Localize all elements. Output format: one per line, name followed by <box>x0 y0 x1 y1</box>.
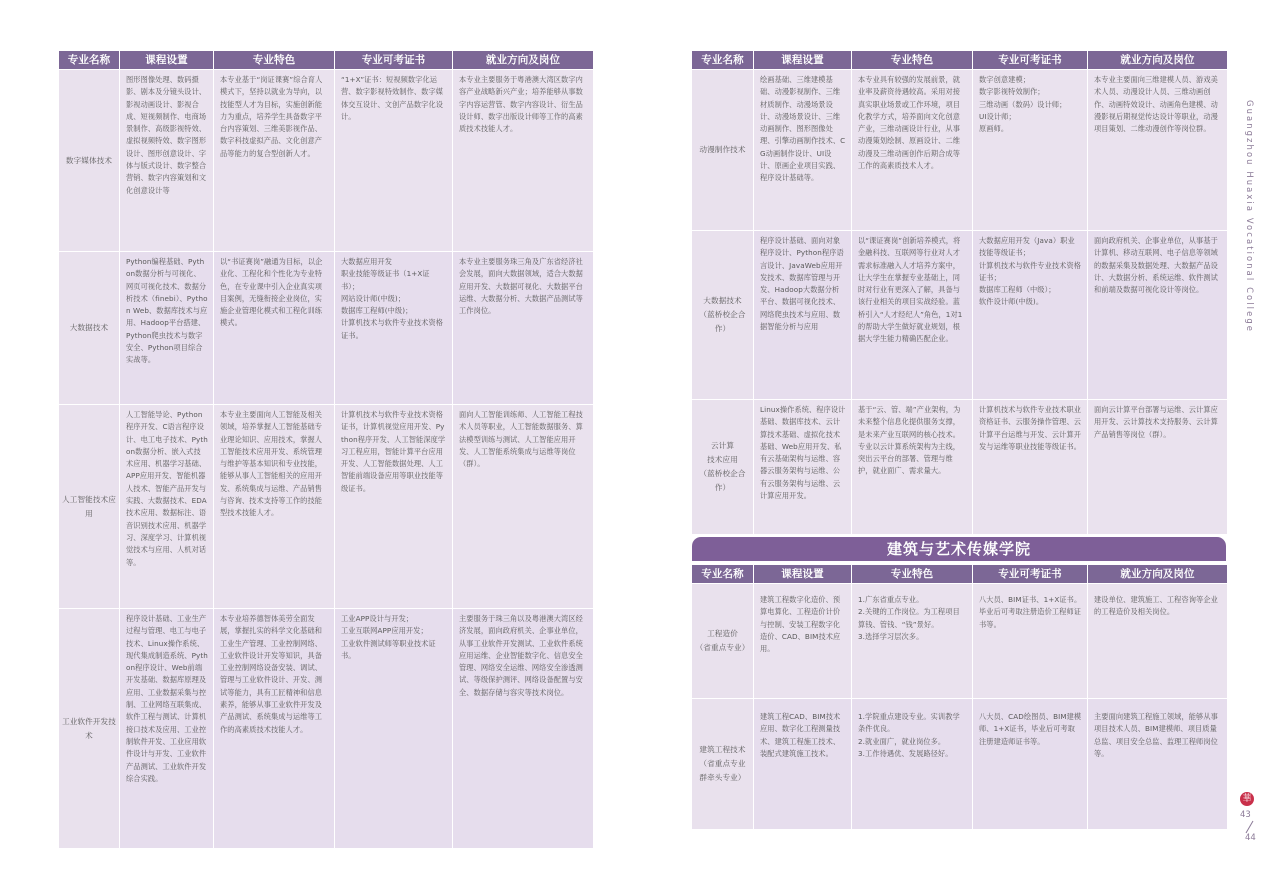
header-jobs: 就业方向及岗位 <box>1088 51 1228 70</box>
program-certs: 计算机技术与软件专业技术资格证书，计算机视觉应用开发、Python程序开发、人工智能深度学习工程应用，智能计算平台应用开发、人工智能数据处理、人工智能前端设备应用等职业技能等级证书。 <box>335 405 453 609</box>
page-number-right: 44 <box>1245 833 1256 843</box>
program-courses: Linux操作系统、程序设计基础、数据库技术、云计算技术基础、虚拟化技术基础、Web应用开发、私有云基础架构与运维、容器云服务架构与运维、公有云服务架构与运维、云计算应用开发。 <box>754 400 852 535</box>
program-features: 1.学院重点建设专业。实训教学条件优良。 2.就业面广，就业岗位多。 3.工作待遇优、发展路径好。 <box>852 699 973 830</box>
program-certs: 工业APP设计与开发； 工业互联网APP应用开发； 工业软件测试师等职业技术证书。 <box>335 609 453 849</box>
program-certs: 八大员、BIM证书、1+X证书。毕业后可考取注册造价工程师证书等。 <box>973 584 1088 699</box>
program-courses: 程序设计基础、工业生产过程与管理、电工与电子技术、Linux操作系统、现代集成制造系统、Python程序设计、Web前端开发基础、数据库原理及应用、工业数据采集与控制、工业网络互联集成、软件工程与测试、计算机接口技术及应用、工业控制软件开发、工业应用软件设计与开发、工业软件产品测试、工业软件开发综合实践。 <box>120 609 214 849</box>
college-logo-icon: 華 <box>1240 792 1254 806</box>
program-features: 基于“云、管、端”产业架构，为未来整个信息化提供服务支撑，是未来产业互联网的核心技术。专业以云计算系统架构为主线，突出云平台的部署、管理与维护，就业面广、需求量大。 <box>852 400 973 535</box>
header-name: 专业名称 <box>59 51 120 70</box>
program-jobs: 本专业主要服务于粤港澳大湾区数字内容产业战略新兴产业；培养能够从事数字内容运营管、数字内容设计、衍生品设计师、数字出版设计师等工作的高素质技术技能人才。 <box>453 70 594 252</box>
program-jobs: 本专业主要面向三维建模人员、游戏美术人员、动漫设计人员、三维动画创作、动画特效设计、动画角色建模、动漫影视后期视觉传达设计等职业，动漫项目策划、二维动漫创作等岗位群。 <box>1088 70 1228 231</box>
program-certs: 大数据应用开发 职业技能等级证书（1+X证书）； 网站设计师(中级)； 数据库工程师(中级)； 计算机技术与软件专业技术资格证书。 <box>335 252 453 405</box>
table-row <box>59 405 594 609</box>
program-features: 本专业基于“岗证课赛”综合育人模式下，坚持以就业为导向，以技能型人才为目标，实施创新能力为重点，培养学生具备数字平台内容策划、三维美影视作品、数字科技虚拟产品、文化创意产品等能力的复合型创新人才。 <box>214 70 335 252</box>
program-features: 本专业主要面向人工智能及相关领域，培养掌握人工智能基础专业理论知识、应用技术，掌握人工智能技术应用开发、系统管理与维护等基本知识和专业技能，能够从事人工智能相关的应用开发、系统集成与运维、产品销售与咨询、技术支持等工作的技能型技术技能人才。 <box>214 405 335 609</box>
table-row <box>692 70 1228 231</box>
page-number-divider <box>1246 821 1254 834</box>
program-jobs: 建设单位、建筑施工、工程咨询等企业的工程造价及相关岗位。 <box>1088 584 1228 699</box>
program-name: 工程造价 （省重点专业） <box>692 584 754 699</box>
table-row <box>692 584 1228 699</box>
program-certs: 数字创意建模； 数字影视特效制作； 三维动画（数码）设计师； UI设计师； 原画师。 <box>973 70 1088 231</box>
program-name: 动漫制作技术 <box>692 70 754 231</box>
college-title: 建筑与艺术传媒学院 <box>692 537 1226 561</box>
program-features: 以“课证赛岗”创新培养模式，将金融科技、互联网等行业对人才需求标准融入人才培养方案中，让大学生在掌握专业基础上，同时对行业有更深入了解，具备与该行业相关的项目实战经验。蓝桥引入“人才经纪人”角色，1对1的帮助大学生做好就业规划，根据大学生能力精确匹配企业。 <box>852 231 973 400</box>
program-jobs: 面向人工智能训练师、人工智能工程技术人员等职业，人工智能数据服务、算法模型训练与测试、人工智能应用开发、人工智能系统集成与运维等岗位（群）。 <box>453 405 594 609</box>
program-name: 人工智能技术应用 <box>59 405 120 609</box>
program-certs: 计算机技术与软件专业技术职业资格证书、云服务操作管理、云计算平台运维与开发、云计算开发与运维等职业技能等级证书。 <box>973 400 1088 535</box>
left-table-header <box>59 51 594 70</box>
program-courses: 建筑工程CAD、BIM技术应用、数字化工程测量技术、建筑工程施工技术、装配式建筑施工技术。 <box>754 699 852 830</box>
program-features: 本专业培养德智体美劳全面发展，掌握扎实的科学文化基础和工业生产管理、工业控制网络、工业软件设计开发等知识，具备工业控制网络设备安装、调试、管理与工业软件设计、开发、测试等能力，具有工匠精神和信息素养，能够从事工业软件开发及产品测试、系统集成与运维等工作的高素质技术技能人才。 <box>214 609 335 849</box>
header-jobs: 就业方向及岗位 <box>453 51 594 70</box>
program-name: 大数据技术 <box>59 252 120 405</box>
program-courses: 绘画基础、三维建模基础、动漫影视制作、三维材质制作、动漫场景设计、动漫场景设计、三维动画制作、图形图像处理、引擎动画制作技术、CG动画制作设计、UI设计、原画企业项目实践、程序设计基础等。 <box>754 70 852 231</box>
left-program-table <box>58 50 594 849</box>
table-row <box>692 699 1228 830</box>
college-english-name: Guangzhou Huaxia Vocational College <box>1245 100 1255 334</box>
program-certs: 八大员、CAD绘图员、BIM建模师、1+X证书，毕业后可考取注册建造师证书等。 <box>973 699 1088 830</box>
art-table-header <box>692 565 1228 584</box>
program-name: 云计算 技术应用 （蓝桥校企合作） <box>692 400 754 535</box>
right-program-table <box>691 50 1228 535</box>
art-college-table <box>691 564 1228 830</box>
program-name: 大数据技术 （蓝桥校企合作） <box>692 231 754 400</box>
program-jobs: 主要服务于珠三角以及粤港澳大湾区经济发展，面向政府机关、企事业单位，从事工业软件开发测试、工业软件系统应用运维、企业智能数字化、信息安全管理、网络安全运维、网络安全渗透测试、等级保护测评、网络设备配置与安全、数据存储与容灾等技术岗位。 <box>453 609 594 849</box>
program-certs: “1+X”证书：短视频数字化运营、数字影视特效制作、数字媒体交互设计、文创产品数字化设计。 <box>335 70 453 252</box>
program-courses: 人工智能导论、Python程序开发、C语言程序设计、电工电子技术、Python数据分析、嵌入式技术应用、机器学习基础、APP应用开发、智能机器人技术、智能产品开发与实践、大数据技术、EDA技术应用、数据标注、语音识别技术应用、机器学习、深度学习、计算机视觉技术与应用、人机对话等。 <box>120 405 214 609</box>
header-jobs: 就业方向及岗位 <box>1088 565 1228 584</box>
header-certs: 专业可考证书 <box>335 51 453 70</box>
program-features: 以“书证赛岗”融通为目标，以企业化、工程化和个性化为专业特色，在专业课中引入企业真实项目案例，无缝衔接企业岗位，实施企业管理化模式和工程化训练模式。 <box>214 252 335 405</box>
program-features: 1.广东省重点专业。 2.关键的工作岗位。为工程项目算钱、管钱、“钱”景好。 3.选择学习层次多。 <box>852 584 973 699</box>
program-jobs: 面向政府机关、企事业单位，从事基于计算机、移动互联网、电子信息等领域的数据采集及数据处理、大数据产品设计、大数据分析、系统运维、软件测试和前端及数据可视化设计等岗位。 <box>1088 231 1228 400</box>
program-jobs: 主要面向建筑工程施工领域，能够从事项目技术人员、BIM建模师、项目质量总监、项目安全总监、监理工程师岗位等。 <box>1088 699 1228 830</box>
table-row <box>59 252 594 405</box>
table-row <box>692 400 1228 535</box>
program-courses: 程序设计基础、面向对象程序设计、Python程序语言设计、JavaWeb应用开发技术、数据库管理与开发、Hadoop大数据分析平台、数据可视化技术、网络爬虫技术与应用、数据智能分析与应用 <box>754 231 852 400</box>
program-courses: Python编程基础、Python数据分析与可视化、网页可视化技术、数据分析技术（finebi）、Python Web、数据库技术与应用、Hadoop平台搭建、Python爬虫技术与数字安全、Python项目综合实战等。 <box>120 252 214 405</box>
program-courses: 建筑工程数字化造价、预算电算化、工程造价计价与控制、安装工程数字化造价、CAD、BIM技术应用。 <box>754 584 852 699</box>
program-name: 工业软件开发技术 <box>59 609 120 849</box>
table-row <box>692 231 1228 400</box>
header-features: 专业特色 <box>852 51 973 70</box>
table-row <box>59 609 594 849</box>
page-number-left: 43 <box>1240 810 1251 820</box>
program-name: 数字媒体技术 <box>59 70 120 252</box>
header-courses: 课程设置 <box>120 51 214 70</box>
header-name: 专业名称 <box>692 565 754 584</box>
program-features: 本专业具有较强的发展前景，就业率及薪资待遇较高。采用对接真实职业场景或工作环境，项目化教学方式，培养面向文化创意产业，三维动画设计行业，从事动漫策划绘制、原画设计、二维动漫及三维动画创作后期合成等工作的高素质技术人才。 <box>852 70 973 231</box>
program-name: 建筑工程技术 （省重点专业 群牵头专业） <box>692 699 754 830</box>
program-certs: 大数据应用开发（Java）职业技能等级证书； 计算机技术与软件专业技术资格证书； 数据库工程师（中级）； 软件设计师(中级)。 <box>973 231 1088 400</box>
right-table-header <box>692 51 1228 70</box>
table-row <box>59 70 594 252</box>
header-features: 专业特色 <box>214 51 335 70</box>
header-courses: 课程设置 <box>754 51 852 70</box>
program-jobs: 面向云计算平台部署与运维、云计算应用开发、云计算技术支持服务、云计算产品销售等岗位（群）。 <box>1088 400 1228 535</box>
header-features: 专业特色 <box>852 565 973 584</box>
header-certs: 专业可考证书 <box>973 51 1088 70</box>
program-jobs: 本专业主要服务珠三角及广东省经济社会发展，面向大数据领域，适合大数据应用开发、大数据可视化、大数据平台运维、大数据分析、大数据产品测试等工作岗位。 <box>453 252 594 405</box>
program-courses: 图形图像处理、数码摄影、剧本及分镜头设计、影视动画设计、影视合成、短视频制作、电商场景制作、高级影视特效、虚拟视频特效、数字图形设计、图形创意设计、字体与版式设计、数字整合营销、数字内容策划和文化创意设计等 <box>120 70 214 252</box>
header-name: 专业名称 <box>692 51 754 70</box>
header-courses: 课程设置 <box>754 565 852 584</box>
header-certs: 专业可考证书 <box>973 565 1088 584</box>
